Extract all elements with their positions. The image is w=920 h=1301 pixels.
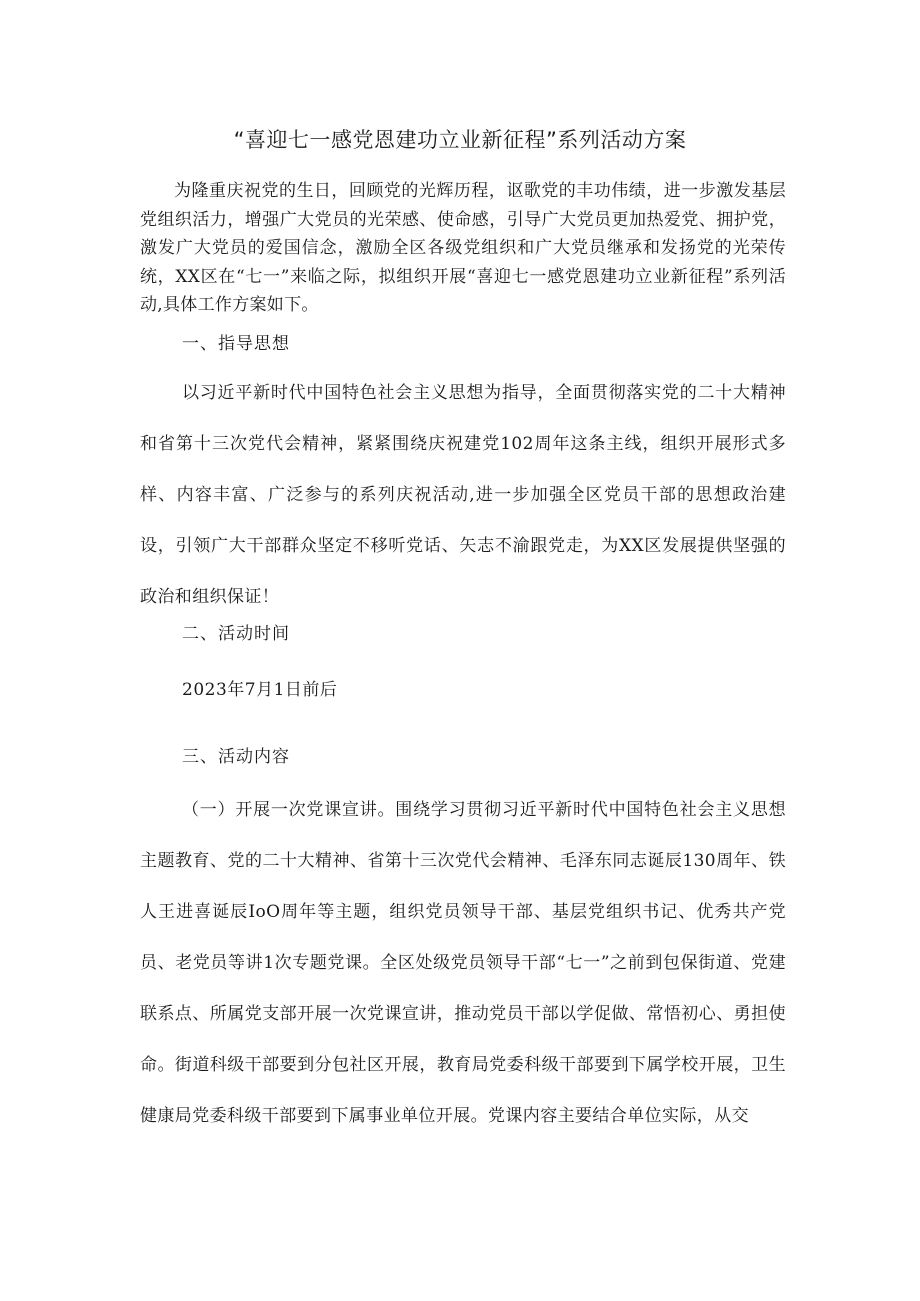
intro-paragraph: 为隆重庆祝党的生日，回顾党的光辉历程，讴歌党的丰功伟绩，进一步激发基层党组织活力，增强广大党员的光荣感、使命感，引导广大党员更加热爱党、拥护党，激发广大党员的爱国信念，激励全区各级党组织和广大党员继承和发扬党的光荣传统，XX区在“七一”来临之际，拟组织开展“喜迎七一感党恩建功立业新征程”系列活动,具体工作方案如下。 — [140, 181, 786, 315]
section-body-activity-time: 2023年7月1日前后 — [182, 680, 338, 700]
document-title: “喜迎七一感党恩建功立业新征程”系列活动方案 — [233, 128, 687, 152]
section-heading-guiding-thought: 一、指导思想 — [182, 334, 290, 354]
section-body-guiding-thought: 以习近平新时代中国特色社会主义思想为指导，全面贯彻落实党的二十大精神和省第十三次党代会精神，紧紧围绕庆祝建党102周年这条主线，组织开展形式多样、内容丰富、广泛参与的系列庆祝活动,进一步加强全区党员干部的思想政治建设，引领广大干部群众坚定不移听党话、矢志不渝跟党走，为XX区发展提供坚强的政治和组织保证！ — [140, 383, 786, 607]
section-body-activity-content: （一）开展一次党课宣讲。围绕学习贯彻习近平新时代中国特色社会主义思想主题教育、党的二十大精神、省第十三次党代会精神、毛泽东同志诞辰130周年、铁人王进喜诞辰IoO周年等主题，组织党员领导干部、基层党组织书记、优秀共产党员、老党员等讲1次专题党课。全区处级党员领导干部“七一”之前到包保街道、党建联系点、所属党支部开展一次党课宣讲，推动党员干部以学促做、常悟初心、勇担使命。街道科级干部要到分包社区开展，教育局党委科级干部要到下属学校开展，卫生健康局党委科级干部要到下属事业单位开展。党课内容主要结合单位实际，从交 — [140, 800, 786, 1126]
section-heading-activity-time: 二、活动时间 — [182, 624, 290, 644]
section-heading-activity-content: 三、活动内容 — [182, 747, 290, 767]
